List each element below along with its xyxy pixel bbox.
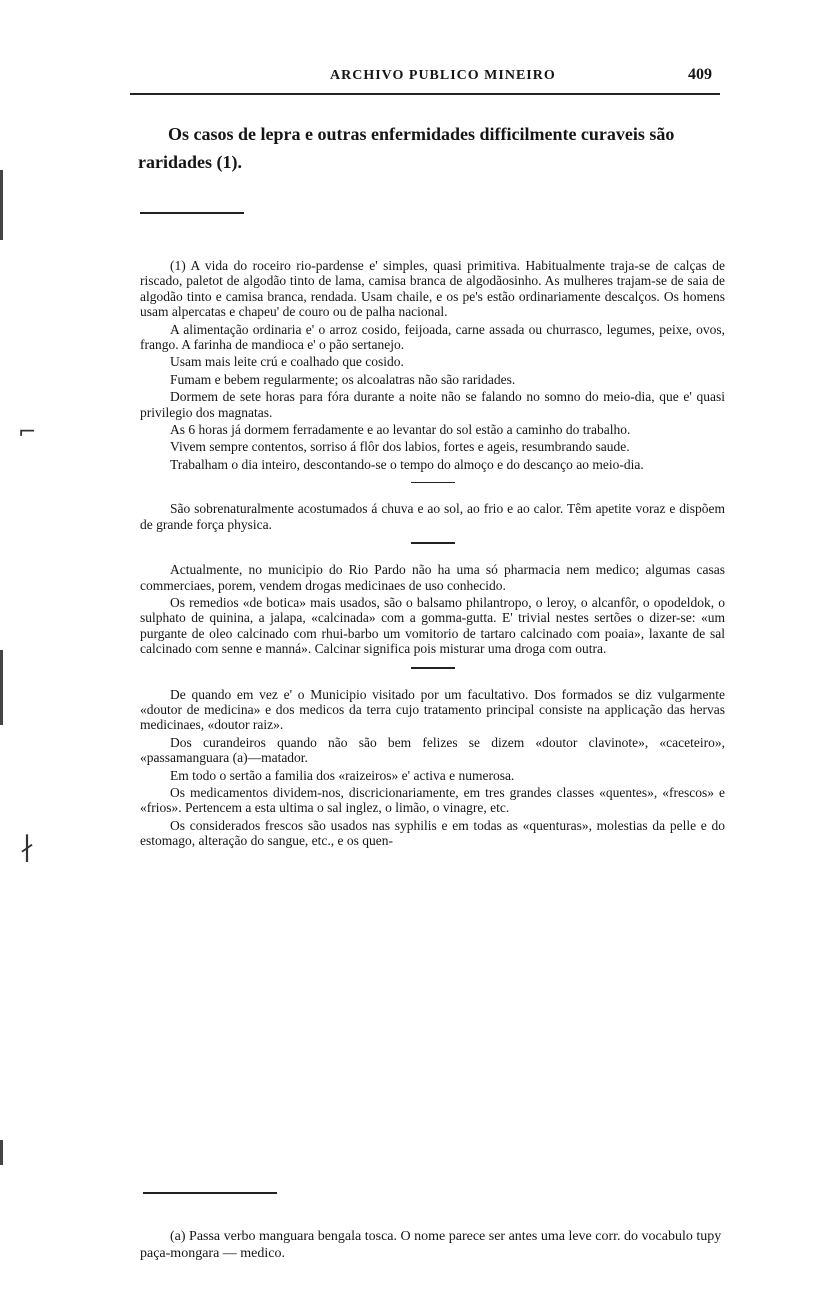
footnote-paragraph: Os medicamentos dividem-nos, discricionariamente, em tres grandes classes «quentes», «frescos» e «frios». Pertencem a esta ultima o sal inglez, o limão, o vinagre, etc. (140, 784, 725, 816)
footnote-paragraph: Dormem de sete horas para fóra durante a noite não se falando no somno do meio-dia, que e' quasi privilegio dos magnatas. (140, 389, 725, 420)
footnote-paragraph: Actualmente, no municipio do Rio Pardo não ha uma só pharmacia nem medico; algumas casas commerciaes, porem, vendem drogas medicinaes de uso conhecido. (140, 562, 725, 593)
margin-pencil-mark: ∤ (20, 830, 34, 863)
section-separator (411, 482, 455, 483)
footnote-rule (143, 1192, 277, 1194)
section-separator (411, 667, 455, 669)
running-header (130, 64, 720, 90)
footnote-paragraph: As 6 horas já dormem ferradamente e ao levantar do sol estão a caminho do trabalho. (170, 422, 631, 438)
footnote-paragraph: Fumam e bebem regularmente; os alcoalatras não são raridades. (170, 371, 516, 387)
footnote-paragraph: Dos curandeiros quando não são bem felizes se dizem «doutor clavinote», «caceteiro», «passamanguara (a)—matador. (140, 734, 725, 766)
footnote-1 (140, 258, 725, 851)
header-rule (130, 93, 720, 95)
footnote-paragraph: Os considerados frescos são usados nas syphilis e em todas as «quenturas», molestias da pelle e do estomago, alteração do sangue, etc., e os quen- (140, 817, 725, 849)
footnote-paragraph: Os remedios «de botica» mais usados, são o balsamo philantropo, o leroy, o alcanfôr, o opodeldok, o sulphato de quinina, a jalapa, «calcinada» com a gomma-gutta. E' trivial nestes sertões o dizer-se: «um purgante de oleo calcinado com rhui-barbo um vomitorio de tartaro calcinado com poaia», laxante de sal calcinado com senne e manná». Calcinar significa pois misturar uma droga com outra. (140, 594, 725, 657)
footnote-paragraph: Em todo o sertão a familia dos «raizeiros» e' activa e numerosa. (170, 767, 515, 783)
main-paragraph: Os casos de lepra e outras enfermidades difficilmente curaveis são raridades (1). (138, 124, 675, 172)
footnote-a: (a) Passa verbo manguara bengala tosca. O nome parece ser antes uma leve corr. do vocabulo tupy paça-mongara — medico. (140, 1229, 722, 1261)
page-number: 409 (688, 66, 712, 83)
section-separator (411, 542, 455, 544)
footnote-paragraph: Trabalham o dia inteiro, descontando-se o tempo do almoço e do descanço ao meio-dia. (170, 456, 644, 472)
footnote-rule (140, 212, 244, 214)
margin-pencil-mark: ⌐ (18, 420, 37, 445)
footnote-paragraph: Usam mais leite crú e coalhado que cosido. (170, 354, 404, 370)
page-edge-shadow (0, 170, 3, 240)
running-title: ARCHIVO PUBLICO MINEIRO (330, 68, 556, 83)
footnote-paragraph: De quando em vez e' o Municipio visitado por um facultativo. Dos formados se diz vulgarmente «doutor de medicina» e dos medicos da terra cujo tratamento principal consiste na applicação das hervas medicinaes, «doutor raiz». (140, 686, 725, 733)
footnote-paragraph: São sobrenaturalmente acostumados á chuva e ao sol, ao frio e ao calor. Têm apetite voraz e dispõem de grande força physica. (140, 501, 725, 532)
footnote-paragraph: A alimentação ordinaria e' o arroz cosido, feijoada, carne assada ou churrasco, legumes, peixe, ovos, frango. A farinha de mandioca e' o pão sertanejo. (140, 321, 725, 353)
footnote-paragraph: Vivem sempre contentos, sorriso á flôr dos labios, fortes e ageis, resumbrando saude. (170, 439, 630, 455)
page-edge-shadow (0, 1140, 3, 1165)
footnote-paragraph: (1) A vida do roceiro rio-pardense e' simples, quasi primitiva. Habitualmente traja-se de calças de riscado, paletot de algodão tinto de lama, camisa branca de algodãosinho. As mulheres trajam-se de saia de algodão tinto e camisa branca, rendada. Usam chaile, e os pe's estão ordinariamente descalços. Os homens usam alpercatas e chapeu' de couro ou de palha nacional. (140, 258, 725, 320)
page-edge-shadow (0, 650, 3, 725)
